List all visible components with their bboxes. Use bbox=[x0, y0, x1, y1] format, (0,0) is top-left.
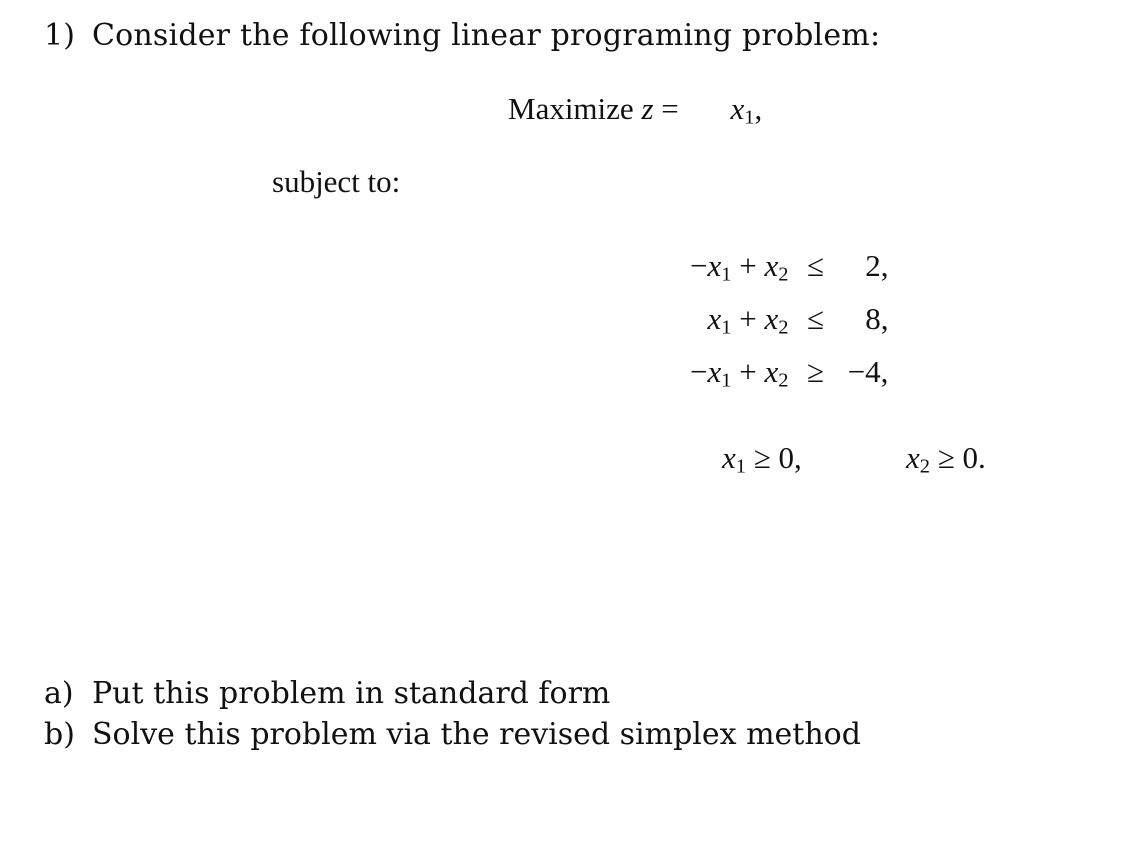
constraint-rhs: 2, bbox=[865, 247, 889, 283]
subject-to-label: subject to: bbox=[272, 164, 401, 199]
constraint-row bbox=[690, 292, 888, 345]
constraint-row bbox=[690, 345, 888, 398]
question-number: 1) bbox=[44, 18, 76, 53]
constraint-row bbox=[690, 239, 888, 292]
constraint-lhs: $x_1 + x_2$ bbox=[707, 300, 789, 338]
objective-equals: = bbox=[661, 91, 679, 126]
part-b-text: Solve this problem via the revised simplex method bbox=[92, 717, 861, 752]
constraint-operator: ≥ bbox=[806, 353, 824, 389]
objective-label: Maximize bbox=[508, 91, 634, 126]
constraint-system bbox=[690, 239, 888, 398]
constraint-operator: ≤ bbox=[806, 300, 824, 336]
constraint-lhs: $-x_1 + x_2$ bbox=[690, 353, 789, 391]
objective-variable: $x_1$, bbox=[730, 91, 763, 129]
objective-z: z bbox=[641, 91, 654, 126]
question-text: Consider the following linear programing problem: bbox=[92, 18, 881, 53]
constraint-rhs: 8, bbox=[865, 300, 889, 336]
objective-function bbox=[508, 91, 762, 127]
nonnegativity-x1: $x_1 \ge 0$, bbox=[722, 440, 802, 478]
part-a-text: Put this problem in standard form bbox=[92, 676, 611, 711]
constraint-lhs: $-x_1 + x_2$ bbox=[690, 247, 789, 285]
constraint-operator: ≤ bbox=[806, 247, 824, 283]
part-b-label: b) bbox=[44, 717, 75, 752]
constraint-rhs: −4, bbox=[847, 353, 889, 389]
part-a-label: a) bbox=[44, 676, 74, 711]
nonnegativity-x2: $x_2 \ge 0$. bbox=[906, 440, 986, 478]
